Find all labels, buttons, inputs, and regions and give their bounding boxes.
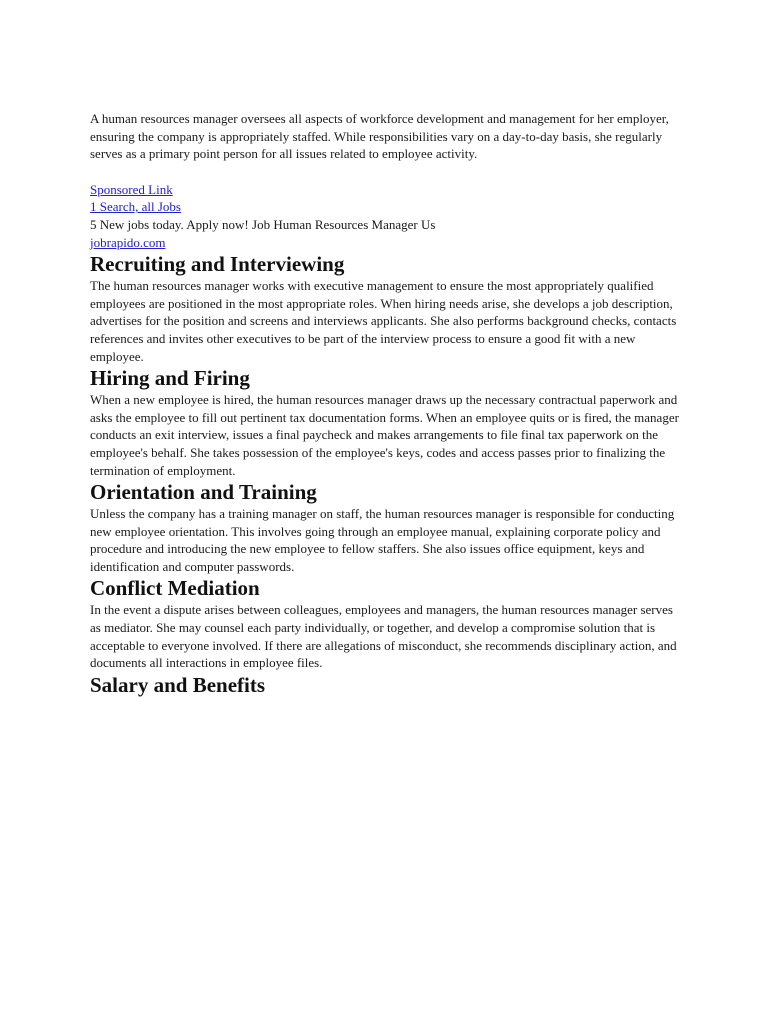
heading-orientation-training: Orientation and Training [90,480,317,505]
heading-hiring-firing: Hiring and Firing [90,366,250,391]
sponsored-description: 5 New jobs today. Apply now! Job Human Resources Manager Us [90,216,436,232]
paragraph-orientation-training: Unless the company has a training manager on staff, the human resources manager is responsible for conducting new employee orientation. This involves going through an employee manual, explaining corporate policy and procedure and introducing the new employee to fellow staffers. She also issues office equipment, keys and identification and computer passwords. [90,506,675,574]
intro-paragraph: A human resources manager oversees all aspects of workforce development and management for her employer, ensuring the company is appropriately staffed. While responsibilities vary on a day-to-day basis, she regularly serves as a primary point person for all issues related to employee activity. [90,111,669,162]
sponsored-link-label[interactable]: Sponsored Link [90,181,173,197]
heading-salary-benefits: Salary and Benefits [90,672,266,697]
heading-conflict-mediation: Conflict Mediation [90,576,260,601]
sponsored-link-title[interactable]: 1 Search, all Jobs [90,199,181,215]
sponsored-domain-link[interactable]: jobrapido.com [90,234,166,250]
paragraph-conflict-mediation: In the event a dispute arises between colleagues, employees and managers, the human resources manager serves as mediator. She may counsel each party individually, or together, and develop a compromise solution that is acceptable to everyone involved. If there are allegations of misconduct, she recommends disciplinary action, and documents all interactions in employee files. [90,602,677,671]
paragraph-recruiting: The human resources manager works with executive management to ensure the most appropriately qualified employees are positioned in the most appropriate roles. When hiring needs arise, she develops a job description, advertises for the position and screens and interviews applicants. She also performs background checks, contacts references and invites other executives to be part of the interview process to ensure a good fit with a new employee. [90,278,677,364]
sponsored-block [90,181,682,251]
heading-recruiting: Recruiting and Interviewing [90,252,345,277]
paragraph-hiring-firing: When a new employee is hired, the human resources manager draws up the necessary contractual paperwork and asks the employee to fill out pertinent tax documentation forms. When an employee quits or is fired, the manager conducts an exit interview, issues a final paycheck and makes arrangements to file final tax paperwork on the employee's behalf. She takes possession of the employee's keys, codes and access passes prior to finalizing the termination of employment. [90,392,679,478]
document-page [90,110,682,698]
